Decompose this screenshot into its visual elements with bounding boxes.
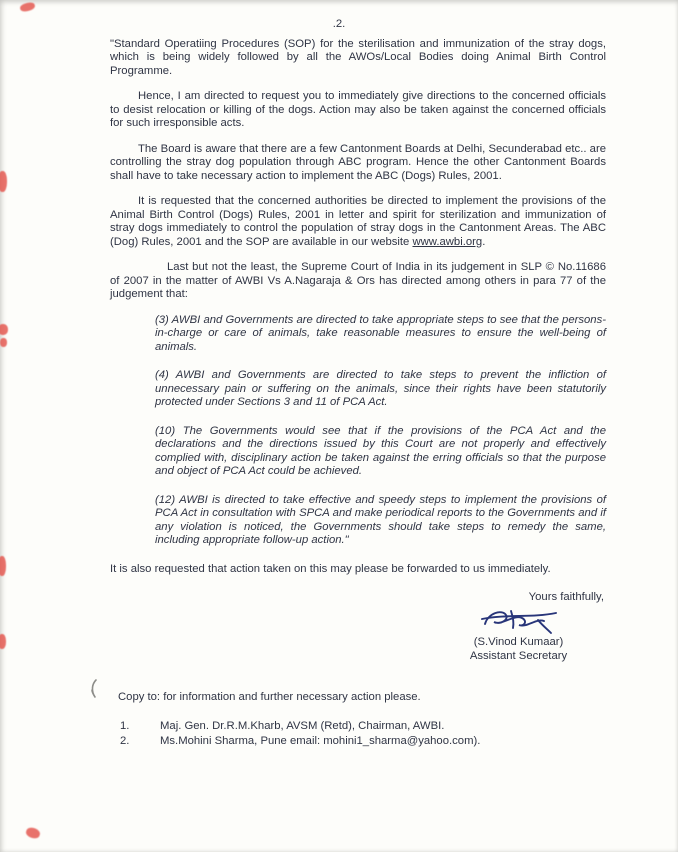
judgement-quotes — [155, 314, 606, 548]
copy-list — [120, 719, 606, 750]
signature-area — [431, 605, 606, 635]
red-scan-mark — [0, 324, 8, 335]
signatory-name: (S.Vinod Kumaar) — [473, 636, 564, 648]
paragraph-final-request: It is also requested that action taken on this may please be forwarded to us immediately. — [110, 562, 551, 575]
quoted-paragraph-3: (3) AWBI and Governments are directed to take appropriate steps to see that the persons-in-charge or care of animals, take reasonable measures to ensure the well-being of animals. — [155, 313, 606, 353]
copy-list-item — [120, 734, 606, 750]
paragraph-text: . — [482, 235, 486, 248]
copy-to-line: Copy to: for information and further necessary action please. — [118, 691, 421, 703]
letter-body — [0, 32, 678, 750]
closing-salutation: Yours faithfully, — [528, 591, 604, 603]
quoted-paragraph-4: (4) AWBI and Governments are directed to take steps to prevent the infliction of unnecessary pain or suffering on the animals, since their rights have been statutorily protected under Sections 3 and 11 of PCA Act. — [155, 369, 606, 408]
copy-item-text: Maj. Gen. Dr.R.M.Kharb, AVSM (Retd), Chairman, AWBI. — [160, 719, 445, 732]
paragraph-hence: Hence, I am directed to request you to immediately give directions to the concerned officials to desist relocation or killing of the dogs. Action may also be taken against the concerned officials for such irresponsible acts. — [110, 90, 606, 129]
pencil-mark — [88, 678, 102, 700]
signature-scribble — [478, 605, 560, 635]
copy-list-item — [120, 719, 606, 735]
paragraph-supreme-court: Last but not the least, the Supreme Court of India in its judgement in SLP © No.11686 of 2007 in the matter of AWBI Vs A.Nagaraja & Ors has directed among others in para 77 of the judgement that: — [110, 261, 606, 300]
paragraph-board: The Board is aware that there are a few Cantonment Boards at Delhi, Secunderabad etc.. are controlling the stray dog population through ABC program. Hence the other Cantonment Boards shall have to take necessary action to implement the ABC (Dogs) Rules, 2001. — [110, 142, 606, 182]
red-scan-mark — [0, 171, 7, 192]
paragraph-abc-rules — [110, 195, 606, 249]
quoted-paragraph-12: (12) AWBI is directed to take effective and speedy steps to implement the provisions of PCA Act in consultation with SPCA and make periodical reports to the Governments and if any violation is noticed, the Governments should take steps to remedy the same, including appropriate follow-up action." — [155, 493, 606, 546]
page-number: .2. — [332, 18, 346, 30]
quoted-paragraph-10: (10) The Governments would see that if the provisions of the PCA Act and the declarations and the directions issued by this Court are not properly and effectively complied with, disciplinary action be taken against the erring officials so that the purpose and object of PCA Act could be achieved. — [155, 424, 606, 477]
closing-block — [431, 590, 606, 663]
copy-item-number: 1. — [120, 719, 130, 732]
website-link: www.awbi.org — [412, 235, 483, 248]
signatory-title: Assistant Secretary — [469, 650, 568, 662]
copy-item-text: Ms.Mohini Sharma, Pune email: mohini1_sharma@yahoo.com). — [160, 735, 481, 747]
copy-item-number: 2. — [120, 735, 130, 747]
paragraph-sop: "Standard Operatiing Procedures (SOP) for the sterilisation and immunization of the stray dogs, which is being widely followed by all the AWOs/Local Bodies doing Animal Birth Control Programme. — [110, 37, 606, 77]
red-scan-mark — [25, 826, 41, 840]
red-scan-mark — [0, 338, 7, 347]
paragraph-text: It is requested that the concerned authorities be directed to implement the provisions of the Animal Birth Control (Dogs) Rules, 2001 in letter and spirit for sterilization and immunization of stray dogs immediately to control the population of stray dogs in the Cantonment Areas. The ABC (Dog) Rules, 2001 and the SOP are available in our website — [110, 195, 606, 248]
